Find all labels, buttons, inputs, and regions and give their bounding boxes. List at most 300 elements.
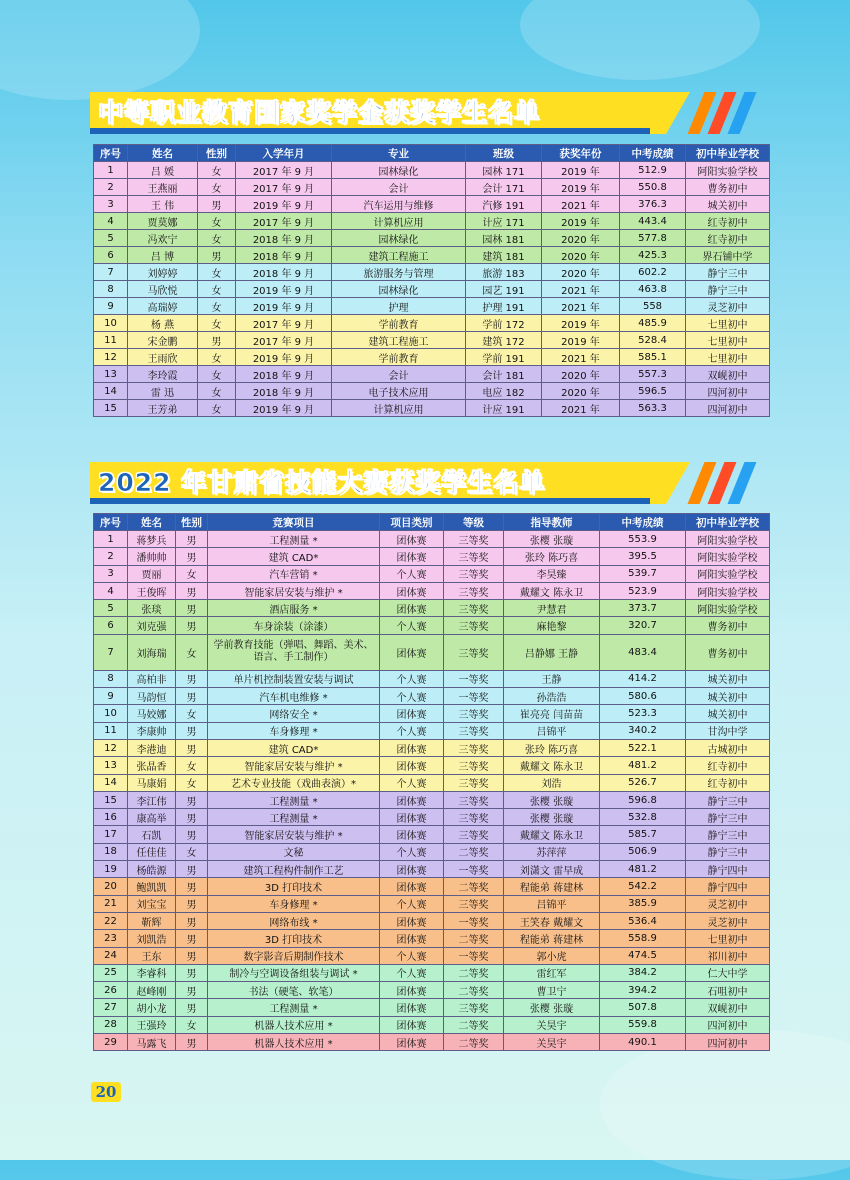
table-cell: 559.8: [600, 1016, 686, 1033]
table-cell: 车身修理 *: [208, 895, 380, 912]
table-cell: 李江伟: [128, 791, 176, 808]
table-cell: 李玲霞: [128, 366, 198, 383]
table-cell: 马韵恒: [128, 688, 176, 705]
table-cell: 建筑工程施工: [332, 247, 466, 264]
column-header: 中考成绩: [620, 145, 686, 162]
table-cell: 女: [176, 757, 208, 774]
table-cell: 340.2: [600, 722, 686, 739]
table-cell: 12: [94, 739, 128, 756]
table-cell: 建筑 CAD*: [208, 548, 380, 565]
table-cell: 戴耀文 陈永卫: [504, 757, 600, 774]
column-header: 序号: [94, 145, 128, 162]
column-header: 性别: [176, 514, 208, 531]
table-cell: 394.2: [600, 982, 686, 999]
table-cell: 12: [94, 349, 128, 366]
table-cell: 男: [176, 826, 208, 843]
table-cell: 红寺初中: [686, 774, 770, 791]
table-cell: 团体赛: [380, 634, 444, 670]
table-cell: 三等奖: [444, 826, 504, 843]
table-cell: 建筑 172: [466, 332, 542, 349]
table-cell: 三等奖: [444, 600, 504, 617]
table-row: [94, 688, 770, 705]
table-cell: 8: [94, 670, 128, 687]
table-cell: 526.7: [600, 774, 686, 791]
table-cell: 雷 迅: [128, 383, 198, 400]
table-cell: 酒店服务 *: [208, 600, 380, 617]
column-header: 初中毕业学校: [686, 145, 770, 162]
table-cell: 刘婷婷: [128, 264, 198, 281]
table-cell: 智能家居安装与维护 *: [208, 757, 380, 774]
table-cell: 3D 打印技术: [208, 930, 380, 947]
table-cell: 吕静娜 王静: [504, 634, 600, 670]
table-cell: 512.9: [620, 162, 686, 179]
table-cell: 21: [94, 895, 128, 912]
table-cell: 男: [176, 617, 208, 634]
table-cell: 男: [176, 964, 208, 981]
table-cell: 男: [176, 809, 208, 826]
table-cell: 9: [94, 688, 128, 705]
table-cell: 崔亮亮 闫苗苗: [504, 705, 600, 722]
table-cell: 园林绿化: [332, 281, 466, 298]
table-cell: 王芳弟: [128, 400, 198, 417]
table-cell: 2021 年: [542, 298, 620, 315]
table-cell: 宋金鹏: [128, 332, 198, 349]
table-cell: 27: [94, 999, 128, 1016]
table-cell: 汽修 191: [466, 196, 542, 213]
table-cell: 2019 年 9 月: [236, 400, 332, 417]
column-header: 班级: [466, 145, 542, 162]
page-number: 20: [91, 1082, 121, 1102]
table-cell: 王俊晖: [128, 582, 176, 599]
table-cell: 443.4: [620, 213, 686, 230]
table-cell: 智能家居安装与维护 *: [208, 582, 380, 599]
table-cell: 刘海瑞: [128, 634, 176, 670]
table-cell: 戴耀文 陈永卫: [504, 582, 600, 599]
table-header-row: [94, 145, 770, 162]
table-cell: 女: [198, 315, 236, 332]
table-cell: 个人赛: [380, 565, 444, 582]
table-cell: 20: [94, 878, 128, 895]
table-row: [94, 739, 770, 756]
table-cell: 护理: [332, 298, 466, 315]
table-cell: 艺术专业技能（戏曲表演）*: [208, 774, 380, 791]
table-cell: 王静: [504, 670, 600, 687]
table-cell: 石咀初中: [686, 982, 770, 999]
table-cell: 425.3: [620, 247, 686, 264]
table-cell: 二等奖: [444, 1016, 504, 1033]
table-cell: 计应 171: [466, 213, 542, 230]
table-cell: 静宁三中: [686, 264, 770, 281]
table-cell: 王雨欣: [128, 349, 198, 366]
table-row: [94, 582, 770, 599]
table-cell: 城关初中: [686, 688, 770, 705]
table-cell: 2021 年: [542, 349, 620, 366]
table-cell: 赵峰刚: [128, 982, 176, 999]
table-cell: 女: [198, 383, 236, 400]
table-cell: 城关初中: [686, 705, 770, 722]
table-cell: 19: [94, 861, 128, 878]
table-cell: 张樱 张璇: [504, 809, 600, 826]
table-cell: 男: [198, 332, 236, 349]
table-cell: 四河初中: [686, 1034, 770, 1051]
table-cell: 城关初中: [686, 196, 770, 213]
table-cell: 建筑工程施工: [332, 332, 466, 349]
table-row: [94, 179, 770, 196]
table-row: [94, 230, 770, 247]
table-cell: 吕锦平: [504, 722, 600, 739]
table-cell: 2019 年: [542, 179, 620, 196]
table-cell: 2020 年: [542, 247, 620, 264]
table-cell: 电应 182: [466, 383, 542, 400]
table-cell: 三等奖: [444, 809, 504, 826]
section2-banner: [90, 462, 770, 504]
table-row: [94, 791, 770, 808]
table-cell: 团体赛: [380, 912, 444, 929]
table-cell: 刘克强: [128, 617, 176, 634]
table-cell: 481.2: [600, 861, 686, 878]
table-cell: 个人赛: [380, 688, 444, 705]
table-cell: 杨 燕: [128, 315, 198, 332]
table-cell: 七里初中: [686, 930, 770, 947]
table-cell: 2019 年 9 月: [236, 196, 332, 213]
table-header-row: [94, 514, 770, 531]
table-row: [94, 565, 770, 582]
table-cell: 戴耀文 陈永卫: [504, 826, 600, 843]
table-cell: 双岘初中: [686, 366, 770, 383]
table-cell: 男: [198, 196, 236, 213]
table-cell: 旅游 183: [466, 264, 542, 281]
table-cell: 7: [94, 634, 128, 670]
table-cell: 2018 年 9 月: [236, 247, 332, 264]
table-cell: 王 伟: [128, 196, 198, 213]
table-cell: 14: [94, 383, 128, 400]
table-row: [94, 162, 770, 179]
table-cell: 园林 171: [466, 162, 542, 179]
table-cell: 苏萍萍: [504, 843, 600, 860]
table-cell: 2018 年 9 月: [236, 264, 332, 281]
table-cell: 建筑工程构件制作工艺: [208, 861, 380, 878]
table-cell: 男: [176, 548, 208, 565]
table-cell: 园林 181: [466, 230, 542, 247]
table-cell: 2017 年 9 月: [236, 315, 332, 332]
table-cell: 团体赛: [380, 930, 444, 947]
table-cell: 539.7: [600, 565, 686, 582]
table-cell: 石凯: [128, 826, 176, 843]
table-cell: 18: [94, 843, 128, 860]
background-cloud: [520, 0, 760, 80]
table-cell: 马露飞: [128, 1034, 176, 1051]
table-cell: 学前 172: [466, 315, 542, 332]
table-cell: 1: [94, 162, 128, 179]
table-cell: 吕 博: [128, 247, 198, 264]
table-cell: 536.4: [600, 912, 686, 929]
table-cell: 2020 年: [542, 366, 620, 383]
table-cell: 郭小虎: [504, 947, 600, 964]
table-row: [94, 332, 770, 349]
table-cell: 阿阳实验学校: [686, 582, 770, 599]
table-cell: 506.9: [600, 843, 686, 860]
table-row: [94, 196, 770, 213]
table-cell: 2017 年 9 月: [236, 179, 332, 196]
table-cell: 计算机应用: [332, 400, 466, 417]
table-cell: 红寺初中: [686, 213, 770, 230]
table-cell: 静宁三中: [686, 281, 770, 298]
table-cell: 585.7: [600, 826, 686, 843]
table-row: [94, 349, 770, 366]
table-cell: 建筑 181: [466, 247, 542, 264]
table-cell: 女: [176, 1016, 208, 1033]
table-cell: 男: [176, 722, 208, 739]
table-cell: 1: [94, 531, 128, 548]
table-cell: 雷红军: [504, 964, 600, 981]
table-cell: 马姣娜: [128, 705, 176, 722]
table-cell: 吕 媛: [128, 162, 198, 179]
table-cell: 阿阳实验学校: [686, 548, 770, 565]
table-cell: 吕锦平: [504, 895, 600, 912]
section1-banner: [90, 92, 770, 134]
table-cell: 6: [94, 617, 128, 634]
table-row: [94, 1016, 770, 1033]
table-cell: 580.6: [600, 688, 686, 705]
table-cell: 22: [94, 912, 128, 929]
table-cell: 14: [94, 774, 128, 791]
table-cell: 3: [94, 565, 128, 582]
table-cell: 三等奖: [444, 582, 504, 599]
table-cell: 10: [94, 705, 128, 722]
table-cell: 张樱 张璇: [504, 531, 600, 548]
table-cell: 3D 打印技术: [208, 878, 380, 895]
table-cell: 工程测量 *: [208, 999, 380, 1016]
table-cell: 385.9: [600, 895, 686, 912]
table-cell: 女: [198, 213, 236, 230]
table-row: [94, 912, 770, 929]
table-cell: 女: [198, 349, 236, 366]
table-cell: 三等奖: [444, 895, 504, 912]
table-cell: 会计 171: [466, 179, 542, 196]
table-cell: 5: [94, 230, 128, 247]
table-cell: 机器人技术应用 *: [208, 1034, 380, 1051]
table-cell: 张樱 张璇: [504, 999, 600, 1016]
table-row: [94, 600, 770, 617]
table-cell: 网络布线 *: [208, 912, 380, 929]
table-cell: 558: [620, 298, 686, 315]
table-cell: 女: [198, 298, 236, 315]
table-cell: 贾丽: [128, 565, 176, 582]
table-row: [94, 757, 770, 774]
table-cell: 男: [176, 930, 208, 947]
table-cell: 577.8: [620, 230, 686, 247]
table-cell: 9: [94, 298, 128, 315]
table-cell: 女: [176, 843, 208, 860]
table-cell: 三等奖: [444, 791, 504, 808]
table-cell: 女: [176, 774, 208, 791]
table-cell: 团体赛: [380, 739, 444, 756]
table-cell: 395.5: [600, 548, 686, 565]
table-cell: 王笑春 戴耀文: [504, 912, 600, 929]
table-cell: 596.8: [600, 791, 686, 808]
table-cell: 团体赛: [380, 791, 444, 808]
table-cell: 红寺初中: [686, 757, 770, 774]
table-cell: 四河初中: [686, 1016, 770, 1033]
table-cell: 团体赛: [380, 1016, 444, 1033]
table-cell: 男: [176, 791, 208, 808]
table-cell: 曹务初中: [686, 179, 770, 196]
table-row: [94, 670, 770, 687]
table-cell: 关昊宇: [504, 1034, 600, 1051]
table-cell: 女: [198, 179, 236, 196]
table-cell: 张琰: [128, 600, 176, 617]
table-cell: 工程测量 *: [208, 531, 380, 548]
table-cell: 团体赛: [380, 548, 444, 565]
table-row: [94, 774, 770, 791]
competition-table: [93, 513, 770, 1051]
background-cloud: [600, 1030, 850, 1180]
table-cell: 机器人技术应用 *: [208, 1016, 380, 1033]
table-cell: 523.3: [600, 705, 686, 722]
table-cell: 一等奖: [444, 688, 504, 705]
table-row: [94, 366, 770, 383]
table-cell: 团体赛: [380, 809, 444, 826]
table-cell: 蒋梦兵: [128, 531, 176, 548]
table-cell: 刘浩: [504, 774, 600, 791]
table-cell: 四河初中: [686, 400, 770, 417]
table-cell: 四河初中: [686, 383, 770, 400]
table-cell: 550.8: [620, 179, 686, 196]
table-cell: 2020 年: [542, 383, 620, 400]
table-cell: 靳辉: [128, 912, 176, 929]
table-cell: 团体赛: [380, 600, 444, 617]
table-cell: 376.3: [620, 196, 686, 213]
table-row: [94, 999, 770, 1016]
table-cell: 一等奖: [444, 947, 504, 964]
table-cell: 三等奖: [444, 548, 504, 565]
table-cell: 麻艳黎: [504, 617, 600, 634]
table-cell: 潘帅帅: [128, 548, 176, 565]
table-cell: 15: [94, 791, 128, 808]
table-cell: 602.2: [620, 264, 686, 281]
table-cell: 数字影音后期制作技术: [208, 947, 380, 964]
table-cell: 26: [94, 982, 128, 999]
table-cell: 康高举: [128, 809, 176, 826]
table-cell: 28: [94, 1016, 128, 1033]
table-cell: 男: [176, 947, 208, 964]
table-cell: 团体赛: [380, 982, 444, 999]
table-cell: 2020 年: [542, 264, 620, 281]
table-cell: 团体赛: [380, 861, 444, 878]
table-cell: 李睿科: [128, 964, 176, 981]
table-cell: 七里初中: [686, 349, 770, 366]
table-cell: 团体赛: [380, 705, 444, 722]
table-row: [94, 861, 770, 878]
table-cell: 灵芝初中: [686, 298, 770, 315]
table-cell: 8: [94, 281, 128, 298]
column-header: 获奖年份: [542, 145, 620, 162]
table-cell: 个人赛: [380, 843, 444, 860]
table-cell: 481.2: [600, 757, 686, 774]
column-header: 等级: [444, 514, 504, 531]
table-cell: 三等奖: [444, 722, 504, 739]
table-cell: 智能家居安装与维护 *: [208, 826, 380, 843]
column-header: 指导教师: [504, 514, 600, 531]
table-cell: 15: [94, 400, 128, 417]
table-cell: 女: [198, 264, 236, 281]
table-cell: 王东: [128, 947, 176, 964]
table-cell: 会计 181: [466, 366, 542, 383]
table-cell: 三等奖: [444, 531, 504, 548]
table-cell: 585.1: [620, 349, 686, 366]
table-cell: 高瑞婷: [128, 298, 198, 315]
table-cell: 三等奖: [444, 617, 504, 634]
table-cell: 558.9: [600, 930, 686, 947]
table-cell: 2019 年: [542, 162, 620, 179]
table-cell: 2: [94, 548, 128, 565]
table-cell: 二等奖: [444, 843, 504, 860]
table-cell: 6: [94, 247, 128, 264]
table-row: [94, 264, 770, 281]
section2-title: 2022 年甘肃省技能大赛获奖学生名单: [98, 468, 546, 497]
table-cell: 阿阳实验学校: [686, 565, 770, 582]
table-cell: 二等奖: [444, 964, 504, 981]
column-header: 姓名: [128, 514, 176, 531]
table-cell: 曹务初中: [686, 634, 770, 670]
table-cell: 2021 年: [542, 281, 620, 298]
table-row: [94, 531, 770, 548]
table-cell: 女: [176, 565, 208, 582]
column-header: 姓名: [128, 145, 198, 162]
table-cell: 女: [198, 230, 236, 247]
table-cell: 静宁四中: [686, 861, 770, 878]
table-cell: 会计: [332, 366, 466, 383]
table-cell: 4: [94, 582, 128, 599]
table-cell: 三等奖: [444, 634, 504, 670]
table-row: [94, 213, 770, 230]
table-cell: 刘凯浩: [128, 930, 176, 947]
table-cell: 10: [94, 315, 128, 332]
table-cell: 二等奖: [444, 930, 504, 947]
table-cell: 414.2: [600, 670, 686, 687]
table-cell: 团体赛: [380, 999, 444, 1016]
table-cell: 2018 年 9 月: [236, 383, 332, 400]
section1-title: 中等职业教育国家奖学金获奖学生名单: [98, 98, 541, 127]
table-cell: 学前 191: [466, 349, 542, 366]
table-cell: 29: [94, 1034, 128, 1051]
table-row: [94, 1034, 770, 1051]
table-cell: 男: [176, 688, 208, 705]
table-row: [94, 634, 770, 670]
column-header: 性别: [198, 145, 236, 162]
table-cell: 计应 191: [466, 400, 542, 417]
column-header: 入学年月: [236, 145, 332, 162]
table-cell: 男: [176, 999, 208, 1016]
table-cell: 男: [176, 861, 208, 878]
table-cell: 程能弟 蒋建林: [504, 930, 600, 947]
table-cell: 计算机应用: [332, 213, 466, 230]
table-row: [94, 298, 770, 315]
table-cell: 园林绿化: [332, 162, 466, 179]
table-row: [94, 947, 770, 964]
table-cell: 甘沟中学: [686, 722, 770, 739]
table-cell: 学前教育: [332, 349, 466, 366]
table-cell: 团体赛: [380, 1034, 444, 1051]
table-cell: 二等奖: [444, 878, 504, 895]
table-cell: 仁大中学: [686, 964, 770, 981]
table-cell: 男: [176, 878, 208, 895]
table-cell: 个人赛: [380, 670, 444, 687]
table-cell: 三等奖: [444, 757, 504, 774]
table-cell: 冯欢宁: [128, 230, 198, 247]
table-cell: 542.2: [600, 878, 686, 895]
table-cell: 一等奖: [444, 670, 504, 687]
